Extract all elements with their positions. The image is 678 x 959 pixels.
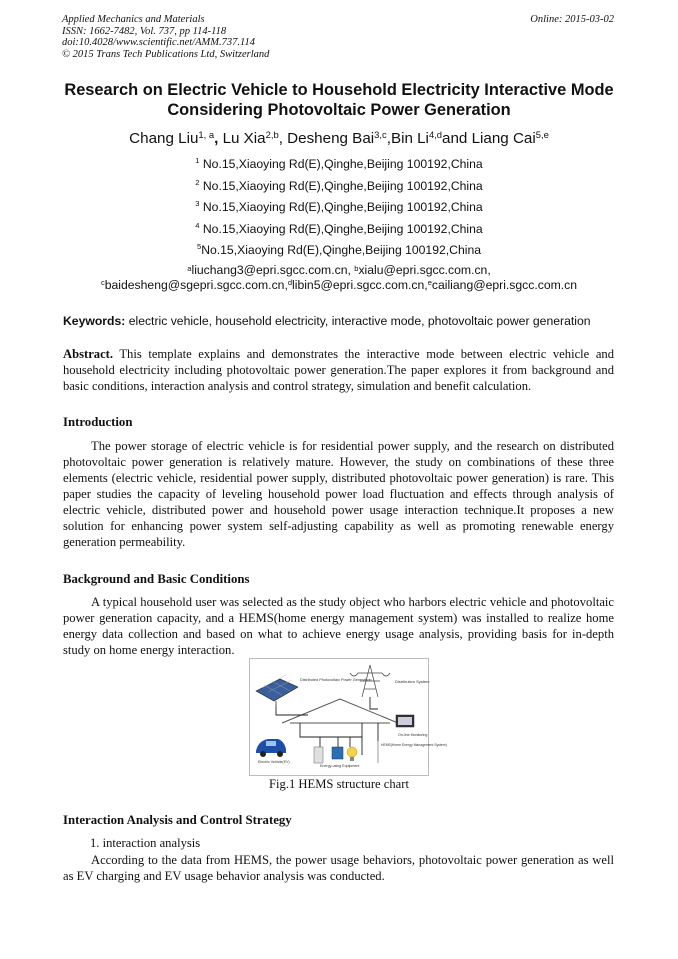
intro-paragraph: The power storage of electric vehicle is for residential power supply, and the research on distributed photovoltaic power generation is relatively mature. However, the study on combinations of these three elements (electric vehicle, residential power supply, distributed photovoltaic power generation) is rare. This paper studies the capacity of leveling household power load fluctuation and effects through analysis of electric vehicle, distributed power and household power usage interaction technique.It proposes a new solution for enhancing power system self-adjusting capability as well as promoting renewable energy generation permeability. (63, 439, 614, 549)
section-heading-background: Background and Basic Conditions (63, 572, 250, 586)
figure-caption: Fig.1 HEMS structure chart (269, 777, 409, 791)
author: Liang Cai (471, 130, 536, 147)
solar-panel-icon (256, 675, 298, 707)
monitor-icon (396, 715, 414, 727)
author-sup: 3,c (374, 128, 387, 140)
affiliation: $^5$No.15,Xiaoying Rd(E),Qinghe,Beijing 100192,China (196, 241, 482, 257)
author: Chang Liu (129, 130, 199, 147)
journal-header (62, 14, 269, 60)
doi: doi:10.4028/www.scientific.net/AMM.737.114 (62, 37, 255, 49)
section-heading-interaction: Interaction Analysis and Control Strategy (63, 813, 292, 827)
background-paragraph: A typical household user was selected as the study object who harbors electric vehicle and photovoltaic power generation capacity, and a HEMS(home energy management system) was installed to realize home energy data collection and based on what to achieve energy usage analysis, providing basis for in-depth study on home energy interaction. (63, 595, 614, 657)
ev-label: Electric Vehicle(EV) (258, 760, 290, 764)
pv-label: Distributed Photovoltaic Power Generation (300, 678, 372, 682)
hems-diagram (250, 659, 447, 775)
abstract-label: Abstract. (63, 347, 114, 361)
electric-car-icon (256, 739, 286, 757)
email-list: $^a$liuchang3@epri.sgcc.com.cn, $^b$xialu@epri.sgcc.com.cn, $^c$baidesheng@sgepri.sgcc.com.cn,$^d$libin5@epri.sgcc.com.cn,$^e$cailiang@epri.sgcc.com.cn (100, 263, 578, 292)
hems-figure (249, 658, 447, 776)
online-date: Online: 2015-03-02 (530, 14, 614, 25)
interaction-paragraph: According to the data from HEMS, the power usage behaviors, photovoltaic power generation as well as EV charging and EV usage behavior analysis was conducted. (63, 853, 614, 883)
email-link[interactable]: libin5@epri.sgcc.com.cn, (292, 277, 428, 292)
email-link[interactable]: baidesheng@sgepri.sgcc.com.cn, (104, 277, 288, 292)
journal-name: Applied Mechanics and Materials (62, 14, 205, 25)
power-lines (276, 697, 378, 755)
keywords-text: electric vehicle, household electricity, interactive mode, photovoltaic power generation (128, 314, 591, 328)
abstract (63, 346, 614, 394)
author: Lu Xia (222, 130, 266, 147)
issn: ISSN: 1662-7482, Vol. 737, pp 114-118 (62, 25, 227, 37)
dist-label: Distribution System (395, 679, 430, 684)
author-sup: 1, a (198, 128, 215, 140)
affiliation: $^1$ No.15,Xiaoying Rd(E),Qinghe,Beijing 100192,China (195, 155, 483, 171)
copyright: © 2015 Trans Tech Publications Ltd, Switzerland (62, 48, 270, 60)
email-link[interactable]: liuchang3@epri.sgcc.com.cn, (191, 263, 351, 277)
keywords (63, 314, 591, 328)
title-line-2: Considering Photovoltaic Power Generation (167, 101, 511, 119)
author-list: Chang Liu$^{1, a}$, Lu Xia$^{2,b}$, Desheng Bai$^{3,c}$,Bin Li$^{4,d}$and Liang Cai$^{5,e}$ (129, 128, 549, 147)
hems-label: HEMS(Home Energy Management System) (381, 743, 447, 747)
affiliation: $^3$ No.15,Xiaoying Rd(E),Qinghe,Beijing 100192,China (195, 198, 483, 214)
house-icon (282, 699, 398, 723)
monitor-label: On-line Monitoring (398, 733, 428, 737)
section-heading-introduction: Introduction (63, 415, 133, 429)
author: Desheng Bai (287, 130, 375, 147)
abstract-text: This template explains and demonstrates the interactive mode between electric vehicle and household electricity including photovoltaic power generation.The paper explores it from background and basic conditions, interaction analysis and control strategy, simulation and benefit calculation. (63, 347, 614, 393)
author-sup: 2,b (265, 128, 279, 140)
author: Bin Li (390, 130, 429, 147)
subsection-heading: 1. interaction analysis (90, 836, 201, 850)
affiliation: $^2$ No.15,Xiaoying Rd(E),Qinghe,Beijing 100192,China (195, 177, 483, 193)
appliances-icon (314, 747, 357, 763)
paper-title (40, 80, 638, 120)
author-sup: 5,e (535, 128, 549, 140)
equipment-label: Energy-using Equipment (320, 764, 360, 768)
author-sup: 4,d (428, 128, 443, 140)
email-link[interactable]: cailiang@epri.sgcc.com.cn (431, 277, 578, 292)
title-line-1: Research on Electric Vehicle to Household Electricity Interactive Mode (64, 81, 614, 99)
email-link[interactable]: xialu@epri.sgcc.com.cn, (358, 263, 491, 277)
keywords-label: Keywords: (63, 314, 126, 328)
affiliation: $^4$ No.15,Xiaoying Rd(E),Qinghe,Beijing 100192,China (195, 220, 483, 236)
